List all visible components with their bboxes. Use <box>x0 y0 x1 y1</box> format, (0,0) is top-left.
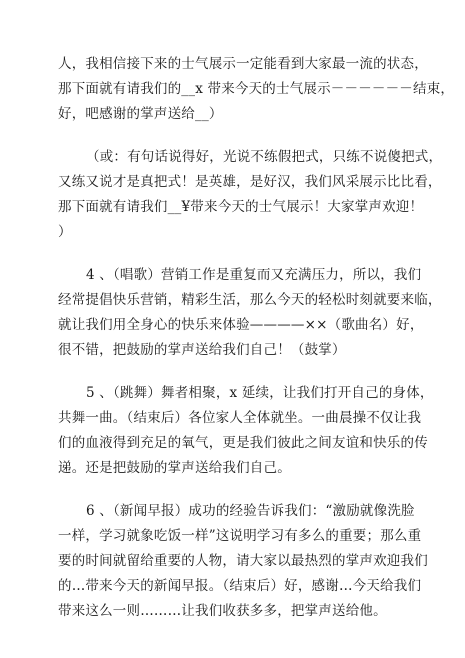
paragraph-line: 6 、（新闻早报）成功的经验告诉我们：“激励就像洗脸 <box>86 503 415 519</box>
paragraph-line: 就让我们用全身心的快乐来体验————××（歌曲名）好， <box>58 317 424 333</box>
paragraph-1 <box>58 52 455 127</box>
paragraph-line: 经常提倡快乐营销，精彩生活，那么今天的轻松时刻就要来临， <box>58 292 442 308</box>
paragraph-line: 好，吧感谢的掌声送给__） <box>58 106 223 122</box>
paragraph-line: 一样，学习就象吃饭一样”这说明学习有多么的重要；那么重 <box>58 528 422 544</box>
paragraph-line: 共舞一曲。（结束后）各位家人全体就坐。一曲晨操不仅让我 <box>58 410 422 426</box>
paragraph-line: ） <box>58 224 72 240</box>
document-page <box>58 52 455 624</box>
paragraph-line: 带来这么一则………让我们收获多多，把掌声送给他。 <box>58 603 387 619</box>
paragraph-line: 很不错，把鼓励的掌声送给我们自己！（鼓掌） <box>58 342 346 358</box>
paragraph-line: 那下面就有请我们的__x 带来今天的士气展示－－－－－－结束， <box>58 81 455 97</box>
paragraph-line: 们的血液得到充足的氧气，更是我们彼此之间友谊和快乐的传 <box>58 435 428 451</box>
paragraph-2 <box>58 145 443 245</box>
paragraph-line: 要的时间就留给重要的人物，请大家以最热烈的掌声欢迎我们 <box>58 553 428 569</box>
paragraph-line: 5 、（跳舞）舞者相聚，x 延续，让我们打开自己的身体， <box>86 385 434 401</box>
paragraph-3 <box>58 263 442 363</box>
paragraph-line: 的…带来今天的新闻早报。（结束后）好，感谢…今天给我们 <box>58 578 422 594</box>
paragraph-5 <box>58 499 428 624</box>
paragraph-4 <box>58 381 434 481</box>
paragraph-line: （或：有句话说得好，光说不练假把式，只练不说傻把式， <box>86 149 443 165</box>
paragraph-line: 人，我相信接下来的士气展示一定能看到大家最一流的状态， <box>58 56 428 72</box>
paragraph-line: 又练又说才是真把式！是英雄，是好汉，我们风采展示比比看， <box>58 174 442 190</box>
paragraph-line: 那下面就有请我们__¥带来今天的士气展示！大家掌声欢迎！ <box>58 199 424 215</box>
paragraph-line: 递。还是把鼓励的掌声送给我们自己。 <box>58 460 291 476</box>
paragraph-line: 4 、（唱歌）营销工作是重复而又充满压力，所以，我们 <box>86 267 422 283</box>
